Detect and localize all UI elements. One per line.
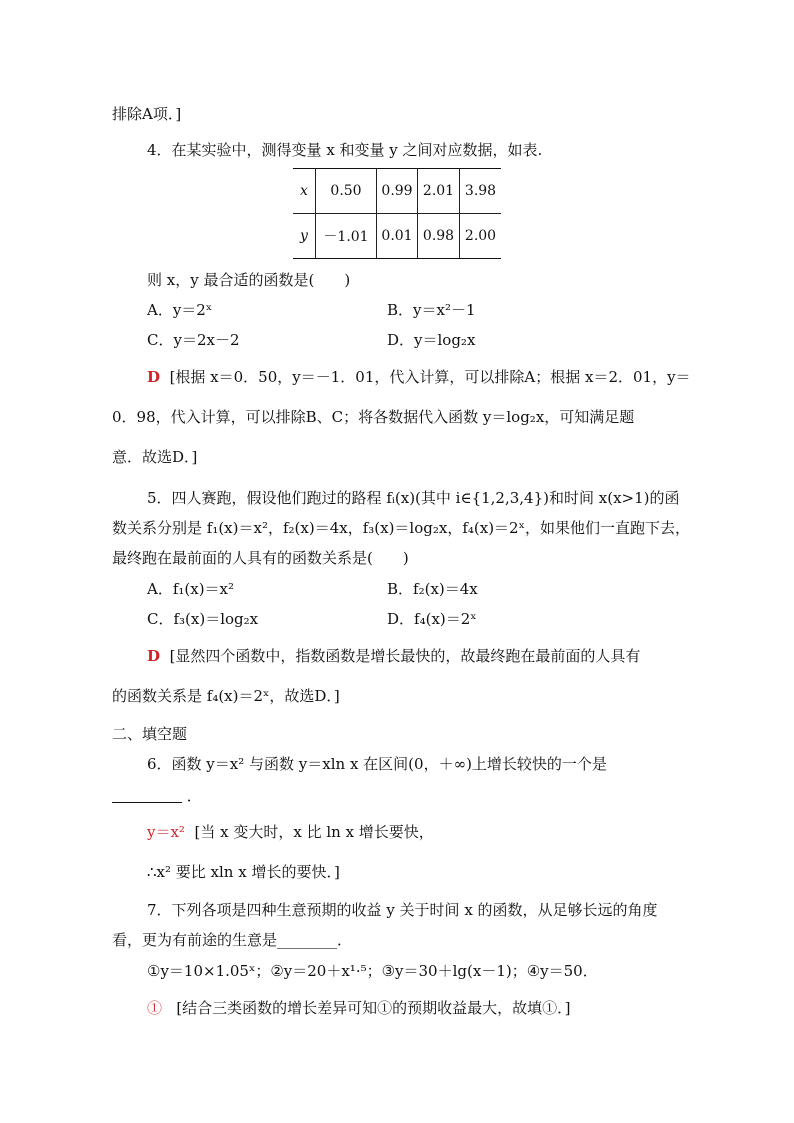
q5-answer: D (147, 647, 161, 665)
q5-stem-line-2: 数关系分别是 f₁(x)＝x²，f₂(x)＝4x，f₃(x)＝log₂x，f₄(x)＝2ˣ，如果他们一直跑下去， (112, 519, 690, 537)
table-row-label: y (293, 214, 316, 259)
table-cell: 3.98 (460, 169, 502, 214)
q4-option-b: B．y＝x²－1 (387, 301, 476, 319)
q7-explanation: [结合三类函数的增长差异可知①的预期收益最大，故填①．] (176, 999, 571, 1017)
q4-data-table (293, 168, 501, 259)
q5-solution-line-1 (147, 646, 640, 666)
q5-option-a: A．f₁(x)＝x² (147, 580, 235, 598)
q7-stem-line-2: 看，更为有前途的生意是________． (112, 931, 353, 949)
q7-options: ①y＝10×1.05ˣ；②y＝20＋x¹·⁵；③y＝30＋lg(x－1)；④y＝50． (147, 962, 598, 980)
q4-option-c: C．y＝2x－2 (147, 331, 240, 349)
table-row (293, 169, 501, 214)
q4-option-d: D．y＝log₂x (387, 331, 476, 349)
q6-solution-line-2: ∴x² 要比 xln x 增长的要快．] (147, 863, 340, 881)
q4-explanation: [根据 x＝0．50，y＝－1．01，代入计算，可以排除A；根据 x＝2．01，y＝ (169, 368, 691, 386)
q4-stem: 4．在某实验中，测得变量 x 和变量 y 之间对应数据，如表. (147, 141, 543, 159)
q7-solution-line (147, 998, 571, 1018)
previous-explanation-end: 排除A项．] (112, 105, 182, 123)
q5-explanation: [显然四个函数中，指数函数是增长最快的，故最终跑在最前面的人具有 (169, 647, 641, 665)
table-cell: 2.01 (418, 169, 460, 214)
q7-stem-line-1: 7．下列各项是四种生意预期的收益 y 关于时间 x 的函数，从足够长远的角度 (147, 901, 658, 919)
answer-blank (112, 788, 182, 803)
q4-question: 则 x，y 最合适的函数是( ) (147, 271, 351, 289)
table-row-label: x (293, 169, 316, 214)
q6-explanation: [当 x 变大时，x 比 ln x 增长要快， (194, 823, 434, 841)
q4-answer: D (147, 368, 161, 386)
q6-stem: 6．函数 y＝x² 与函数 y＝xln x 在区间(0，＋∞)上增长较快的一个是 (147, 755, 607, 773)
q5-stem-line-3: 最终跑在最前面的人具有的函数关系是( ) (112, 549, 409, 567)
table-cell: 2.00 (460, 214, 502, 259)
table-cell: 0.98 (418, 214, 460, 259)
q7-answer: ① (147, 999, 163, 1017)
q5-option-b: B．f₂(x)＝4x (387, 580, 478, 598)
q4-solution-line-1 (147, 367, 691, 387)
q6-blank-end: ． (186, 787, 202, 805)
table-cell: 0.99 (377, 169, 418, 214)
q6-answer: y＝x² (147, 823, 185, 841)
q4-option-a: A．y＝2ˣ (147, 301, 213, 319)
table-cell: －1.01 (316, 214, 377, 259)
q5-option-c: C．f₃(x)＝log₂x (147, 610, 259, 628)
q5-solution-line-2: 的函数关系是 f₄(x)＝2ˣ，故选D．] (112, 687, 340, 705)
table-cell: 0.50 (316, 169, 377, 214)
q4-solution-line-2: 0．98，代入计算，可以排除B、C；将各数据代入函数 y＝log₂x，可知满足题 (112, 408, 635, 426)
q5-stem-line-1: 5．四人赛跑，假设他们跑过的路程 fᵢ(x)(其中 i∈{1,2,3,4})和时间 x(x>1)的函 (147, 489, 680, 507)
table-cell: 0.01 (377, 214, 418, 259)
table-row (293, 214, 501, 259)
q6-blank-line (112, 786, 202, 806)
section-title-fill-in: 二、填空题 (112, 725, 188, 743)
q5-option-d: D．f₄(x)＝2ˣ (387, 610, 477, 628)
q4-solution-line-3: 意．故选D．] (112, 448, 198, 466)
q6-solution-line-1 (147, 822, 434, 842)
